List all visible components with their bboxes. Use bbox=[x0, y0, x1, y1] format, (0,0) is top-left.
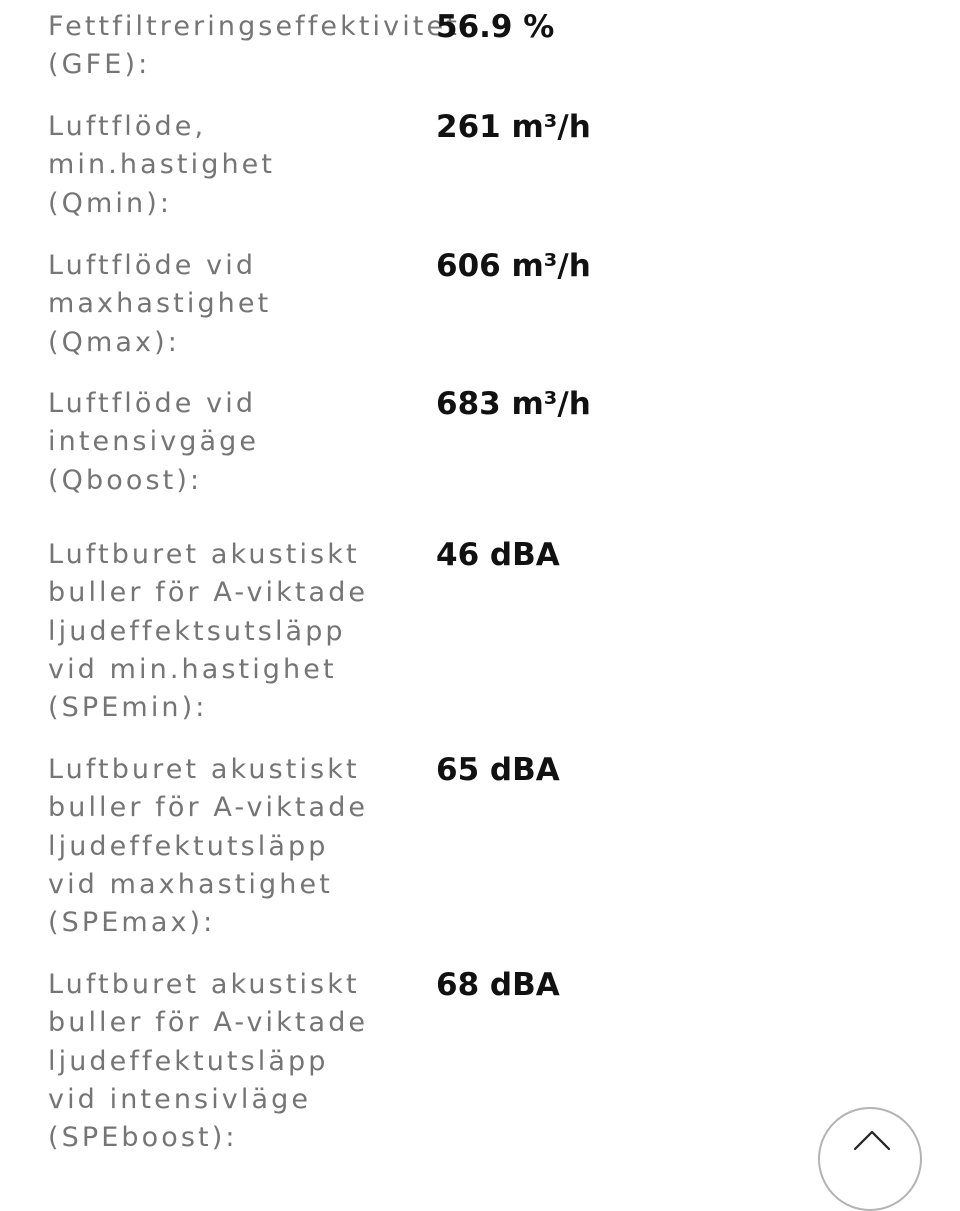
spec-label: Luftburet akustiskt buller för A-viktade ljudeffektutsläpp vid intensivläge (SPEboost): bbox=[48, 969, 369, 1154]
spec-value: 65 dBA bbox=[436, 752, 560, 788]
spec-label: Luftburet akustiskt buller för A-viktade ljudeffektutsläpp vid maxhastighet (SPEmax): bbox=[48, 754, 369, 939]
spec-value: 56.9 % bbox=[436, 9, 555, 45]
chevron-up-icon bbox=[853, 1129, 891, 1151]
spec-value: 46 dBA bbox=[436, 537, 560, 573]
spec-label: Luftflöde, min.hastighet (Qmin): bbox=[48, 111, 276, 219]
spec-label: Luftflöde vid intensivgäge (Qboost): bbox=[48, 388, 260, 496]
spec-label: Fettfiltreringseffektivitet (GFE): bbox=[48, 11, 460, 81]
spec-value: 68 dBA bbox=[436, 967, 560, 1003]
spec-label: Luftburet akustiskt buller för A-viktade ljudeffektsutsläpp vid min.hastighet (SPEmin): bbox=[48, 539, 369, 724]
spec-value: 606 m³/h bbox=[436, 248, 591, 284]
spec-label: Luftflöde vid maxhastighet (Qmax): bbox=[48, 250, 272, 358]
spec-value: 683 m³/h bbox=[436, 386, 591, 422]
scroll-to-top-button[interactable] bbox=[818, 1107, 922, 1211]
spec-value: 261 m³/h bbox=[436, 109, 591, 145]
